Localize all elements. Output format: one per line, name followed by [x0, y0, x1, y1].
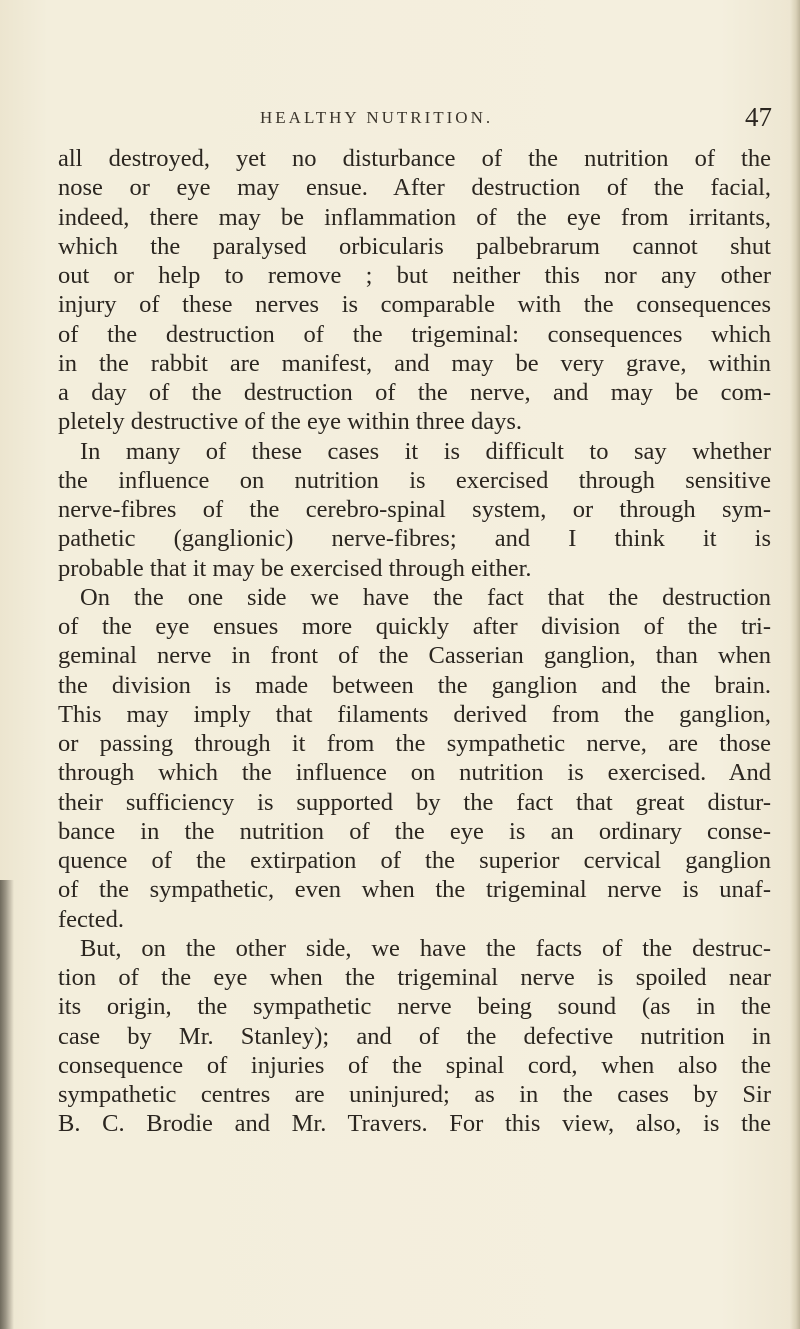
page-header: [60, 104, 772, 136]
text-line: the influence on nutrition is exercised through sensitive: [58, 466, 771, 494]
text-line: of the eye ensues more quickly after division of the tri-: [58, 613, 771, 640]
text-line: probable that it may be exercised through either.: [58, 554, 532, 582]
text-line: quence of the extirpation of the superior cervical ganglion: [58, 847, 771, 874]
text-line: In many of these cases it is difficult to say whether: [80, 437, 771, 465]
text-line: geminal nerve in front of the Casserian ganglion, than when: [58, 642, 771, 670]
text-line: On the one side we have the fact that the destruction: [80, 583, 771, 611]
text-line: consequence of injuries of the spinal cord, when also the: [58, 1051, 771, 1079]
text-line: which the paralysed orbicularis palbebrarum cannot shut: [58, 232, 771, 260]
text-line: the division is made between the ganglion and the brain.: [58, 671, 771, 699]
body-text: [58, 144, 771, 1139]
text-line: case by Mr. Stanley); and of the defective nutrition in: [58, 1022, 771, 1050]
text-line: out or help to remove ; but neither this nor any other: [58, 262, 771, 289]
text-line: through which the influence on nutrition is exercised. And: [58, 759, 771, 787]
text-line: in the rabbit are manifest, and may be very grave, within: [58, 349, 771, 377]
text-line: sympathetic centres are uninjured; as in the cases by Sir: [58, 1081, 771, 1108]
page-binding-shadow: [0, 880, 14, 1329]
text-line: all destroyed, yet no disturbance of the nutrition of the: [58, 145, 771, 172]
page-edge-shadow: [790, 0, 800, 1329]
text-line: pathetic (ganglionic) nerve-fibres; and I think it is: [58, 525, 771, 553]
text-line: B. C. Brodie and Mr. Travers. For this view, also, is the: [58, 1110, 771, 1138]
text-line: of the sympathetic, even when the trigeminal nerve is unaf-: [58, 876, 771, 904]
text-line: But, on the other side, we have the facts of the destruc-: [80, 934, 771, 962]
text-line: bance in the nutrition of the eye is an ordinary conse-: [58, 817, 771, 845]
text-line: This may imply that filaments derived from the ganglion,: [58, 700, 771, 728]
running-head: HEALTHY NUTRITION.: [260, 108, 494, 127]
text-line: pletely destructive of the eye within three days.: [58, 408, 522, 436]
text-line: indeed, there may be inflammation of the eye from irritants,: [58, 203, 771, 231]
text-line: nerve-fibres of the cerebro-spinal system, or through sym-: [58, 496, 771, 523]
text-line: fected.: [58, 905, 124, 933]
text-line: of the destruction of the trigeminal: consequences which: [58, 320, 771, 348]
text-line: a day of the destruction of the nerve, and may be com-: [58, 379, 771, 406]
text-line: injury of these nerves is comparable with the consequences: [58, 291, 771, 319]
text-line: their sufficiency is supported by the fact that great distur-: [58, 788, 771, 816]
page-number: 47: [745, 102, 772, 132]
text-line: its origin, the sympathetic nerve being sound (as in the: [58, 993, 771, 1021]
text-line: or passing through it from the sympathetic nerve, are those: [58, 730, 771, 757]
text-line: nose or eye may ensue. After destruction of the facial,: [58, 174, 771, 202]
text-line: tion of the eye when the trigeminal nerve is spoiled near: [58, 964, 771, 991]
